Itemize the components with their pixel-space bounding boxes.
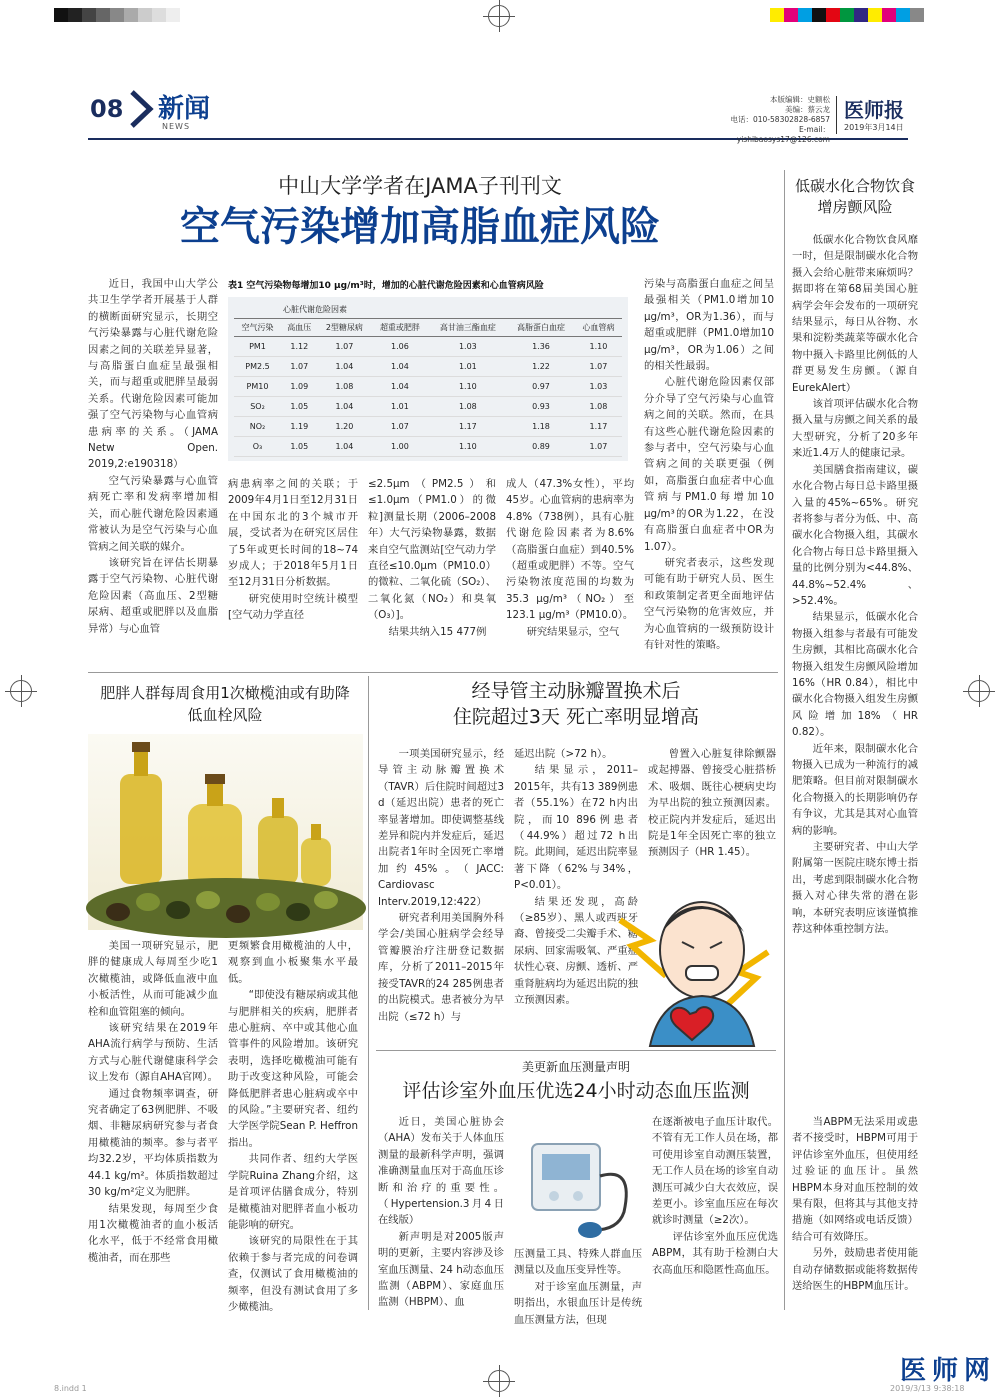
print-swatch [82, 8, 96, 22]
footer-logo: 医师网 [900, 1356, 997, 1386]
bp-column-1 [378, 1114, 504, 1312]
registration-mark [488, 5, 510, 27]
tavr-title [376, 678, 776, 730]
table-cell: PM2.5 [234, 357, 281, 377]
table-cell: 1.19 [281, 417, 318, 437]
paragraph: 新声明是对2005版声明的更新，主要内容涉及诊室血压测量、24 h动态血压监测（ABPM）、家庭血压监测（HBPM）、血 [378, 1230, 504, 1309]
print-swatch [166, 8, 180, 22]
paragraph: 主要研究者、中山大学附属第一医院庄晓东博士指出，考虑到限制碳水化合物摄入对心律失常的潜在影响，本研究表明应该谨慎推荐这种体重控制方法。 [792, 841, 918, 936]
olive-title: 肥胖人群每周食用1次橄榄油或有助降低血栓风险 [100, 684, 350, 724]
print-swatch [68, 8, 82, 22]
print-swatch [798, 8, 812, 22]
print-swatch [96, 8, 110, 22]
bp-title: 评估诊室外血压优选24小时动态血压监测 [402, 1080, 750, 1102]
table-cell: 1.03 [575, 377, 622, 397]
table-cell: 1.09 [281, 377, 318, 397]
paragraph: 压测量工具、特殊人群血压测量以及血压变异性等。 [514, 1248, 642, 1277]
print-swatch [110, 8, 124, 22]
masthead-logo: 医师报 [844, 98, 904, 122]
paragraph: 心脏代谢危险因素仅部分介导了空气污染与心血管病之间的关联。然而，在具有这些心脏代谢危险因素的参与者中，空气污染与心血管病之间的关联更强（例如，高脂蛋白血症者中心血管病与PM1.0每增加10 μg/m³的OR为1.22，在没有高脂蛋白血症者中OR为1.07）。 [644, 376, 774, 553]
paragraph: 该研究结果在2019年AHA流行病学与预防、生活方式与心脏代谢健康科学会议上发布（源自AHA官网）。 [88, 1022, 218, 1084]
paragraph: “即使没有糖尿病或其他与肥胖相关的疾病，肥胖者患心脏病、卒中或其他心血管事件的风险增加。该研究表明，选择吃橄榄油可能有助于改变这种风险，可能会降低肥胖者患心脏病或卒中的风险。”主要研究者、纽约大学医学院Sean P. Heffron指出。 [228, 989, 358, 1149]
table-cell: 0.97 [507, 377, 575, 397]
editor-info [712, 95, 830, 145]
lead-column-4 [506, 476, 634, 668]
print-swatch [868, 8, 882, 22]
print-swatch [138, 8, 152, 22]
bp-kicker: 美更新血压测量声明 [521, 1060, 630, 1074]
section-subtitle: NEWS [162, 122, 191, 131]
print-timestamp: 2019/3/13 9:38:18 [890, 1384, 965, 1393]
olive-oil-image [88, 734, 363, 930]
table-cell: 1.07 [371, 417, 428, 437]
print-swatch [896, 8, 910, 22]
file-name: 8.indd 1 [54, 1384, 87, 1393]
table-cell: 1.18 [507, 417, 575, 437]
table-cell: 1.04 [318, 437, 372, 457]
phone: 电话：010-58302828-6857 [730, 115, 830, 124]
chevron-right-icon [128, 90, 156, 128]
blood-pressure-monitor-icon [514, 1126, 642, 1242]
print-swatch [812, 8, 826, 22]
paragraph: 结果发现，每周至少食用1次橄榄油者的血小板活化水平，低于不经常食用橄榄油者，而在那些 [88, 1202, 218, 1264]
issue-date: 2019年3月14日 [844, 123, 904, 132]
table-cell: 1.04 [371, 377, 428, 397]
paragraph: 在逐渐被电子血压计取代。不管有无工作人员在场，都可使用诊室自动测压装置，无工作人员在场的诊室自动测压可减少白大衣效应，误差更小。诊室血压应在每次就诊时测量（≥2次）。 [652, 1116, 778, 1227]
section-divider [376, 1050, 776, 1051]
paragraph: 近日，我国中山大学公共卫生学学者开展基于人群的横断面研究显示，长期空气污染暴露与心脏代谢危险因素之间的关联差异显著，与高脂蛋白血症呈最强相关，而与超重或肥胖呈最弱关系。代谢危险因素可能加强了空气污染物与心血管病患病率的关系。（JAMA Netw Open. 2019,2:e190318） [88, 278, 218, 471]
paragraph: 病患病率之间的关联；于2009年4月1日至12月31日在中国东北的3个城市开展，受试者为在研究区居住了5年或更长时间的18~74岁成人；于2018年5月1日至12月31日分析数据。 [228, 478, 358, 589]
column-divider [784, 170, 785, 1310]
table-row [234, 377, 622, 397]
table-cell: 1.12 [281, 337, 318, 357]
table-cell: 0.93 [507, 397, 575, 417]
paragraph: 美国膳食指南建议，碳水化合物占每日总卡路里摄入量的45%~65%。研究者将参与者分为低、中、高碳水化合物摄入组，其碳水化合物占每日总卡路里摄入量的比例分别为<44.8%、44.8%~52.4%、>52.4%。 [792, 463, 918, 607]
paragraph: 更频繁食用橄榄油的人中，观察到血小板聚集水平最低。 [228, 940, 358, 985]
lead-title: 空气污染增加高脂血症风险 [180, 204, 660, 250]
paragraph: 结果共纳入15 477例 [388, 625, 487, 638]
paragraph: 延迟出院（>72 h）。 [514, 748, 613, 760]
table-cell: 1.04 [318, 397, 372, 417]
table-cell: 1.07 [575, 437, 622, 457]
table-cell: 1.05 [281, 397, 318, 417]
paragraph: 另外，鼓励患者使用能自动存储数据或能将数据传送给医生的HBPM血压计。 [792, 1247, 918, 1293]
table-cell: 1.20 [318, 417, 372, 437]
paragraph: 空气污染暴露与心血管病死亡率和发病率增加相关，而心脏代谢危险因素通常被认为是空气污染与心血管病之间关联的媒介。 [88, 474, 218, 553]
table-cell: 1.22 [507, 357, 575, 377]
print-swatch [854, 8, 868, 22]
lead-column-3 [368, 476, 496, 668]
table-cell: 1.10 [429, 437, 507, 457]
designer-name: 美编：蔡云龙 [785, 105, 830, 114]
table-cell: 1.04 [318, 357, 372, 377]
registration-mark [968, 680, 990, 702]
paragraph: ≤2.5μm（PM2.5）和≤1.0μm（PM1.0）的微粒]测量长期（2006–2008年）大气污染物暴露，数据来自空气监测站[空气动力学直径≤10.0μm（PM10.0）的微粒、二氧化硫（SO₂）、二氧化氮（NO₂）和臭氧（O₃）]。 [368, 478, 496, 622]
bp-column-4 [792, 1114, 918, 1312]
paragraph: 共同作者、纽约大学医学院Ruina Zhang介绍，这是首项评估膳食成分，特别是橄榄油对肥胖者血小板功能影响的研究。 [228, 1153, 358, 1231]
print-swatch [840, 8, 854, 22]
print-swatch [54, 8, 68, 22]
print-swatch [882, 8, 896, 22]
table-cell: 1.08 [575, 397, 622, 417]
data-table [234, 301, 622, 457]
paragraph: 近年来，限制碳水化合物摄入已成为一种流行的减肥策略。但目前对限制碳水化合物摄入的长期影响仍存有争议，尤其是其对心血管病的影响。 [792, 742, 918, 837]
registration-mark [10, 680, 32, 702]
olive-oil-bottles-illustration [88, 734, 363, 930]
table-row [234, 357, 622, 377]
tavr-column-3 [648, 746, 776, 880]
bp-monitor-illustration [514, 1126, 642, 1242]
bp-column-2 [514, 1246, 642, 1326]
table-header-row [234, 319, 622, 337]
table-cell: 0.89 [507, 437, 575, 457]
table-cell: 1.01 [429, 357, 507, 377]
section-divider [88, 672, 778, 673]
divider [836, 96, 837, 134]
print-swatch [770, 8, 784, 22]
table-cell: 1.10 [575, 337, 622, 357]
registration-mark [488, 1370, 510, 1392]
table-cell: 1.04 [371, 357, 428, 377]
print-swatch [124, 8, 138, 22]
paragraph: 研究者表示，这些发现可能有助于研究人员、医生和政策制定者更全面地评估空气污染物的危害效应，并为心血管病的一级预防设计有针对性的策略。 [644, 556, 774, 651]
table-cell: 1.08 [318, 377, 372, 397]
table-row [234, 437, 622, 457]
table-header: 2型糖尿病 [318, 319, 372, 337]
table-row [234, 397, 622, 417]
table-cell: 1.07 [281, 357, 318, 377]
paragraph: 研究使用时空统计模型[空气动力学直径 [228, 592, 358, 622]
table-cell: 1.07 [575, 357, 622, 377]
paragraph: 该研究旨在评估长期暴露于空气污染物、心脏代谢危险因素（高血压、2型糖尿病、超重或肥胖以及血脂异常）与心血管 [88, 556, 218, 635]
table-cell: 1.07 [318, 337, 372, 357]
table-cell: 1.06 [371, 337, 428, 357]
paragraph: 结果显示，2011–2015年，共有13 389例患者（55.1%）在72 h内出院，而10 896例患者（44.9%）超过72 h出院。此期间，延迟出院率显著下降（62%与34%，P<0.01）。 [514, 764, 639, 892]
table-header: 高血压 [281, 319, 318, 337]
table-cell: 1.10 [429, 377, 507, 397]
page-number: 08 [90, 95, 124, 123]
paragraph: 近日，美国心脏协会（AHA）发布关于人体血压测量的最新科学声明，强调准确测量血压对于高血压诊断和治疗的重要性。（Hypertension.3月4日在线版） [378, 1116, 504, 1227]
paragraph: 评估诊室外血压应优选ABPM，其有助于检测白大衣高血压和隐匿性高血压。 [652, 1230, 778, 1276]
olive-column-2 [228, 938, 358, 1313]
table-cell: 1.36 [507, 337, 575, 357]
table-cell: 1.03 [429, 337, 507, 357]
print-swatch [910, 8, 924, 22]
table-cell: 1.17 [429, 417, 507, 437]
table-header: 高甘油三酯血症 [429, 319, 507, 337]
table-cell: 1.17 [575, 417, 622, 437]
print-swatch [826, 8, 840, 22]
editor-name: 本版编辑：史额松 [770, 95, 830, 104]
paragraph: 该首项评估碳水化合物摄入量与房颤之间关系的最大型研究，分析了20多年来近1.4万人的健康记录。 [792, 398, 918, 460]
section-title: 新闻 [158, 94, 211, 124]
chest-pain-illustration [610, 880, 778, 1046]
paragraph: 结果显示，低碳水化合物摄入组参与者最有可能发生房颤，其相比高碳水化合物摄入组发生房颤风险增加16%（HR 0.84），相比中碳水化合物摄入组发生房颤风险增加18%（HR 0.82）。 [792, 611, 918, 739]
paragraph: 美国一项研究显示，肥胖的健康成人每周至少吃1次橄榄油，或降低血液中血小板活性，从而可能减少血栓和血管阻塞的倾向。 [88, 940, 218, 1018]
olive-column-1 [88, 938, 218, 1310]
lead-kicker: 中山大学学者在JAMA子刊刊文 [278, 174, 562, 198]
paragraph: 污染与高脂蛋白血症之间呈最强相关（PM1.0增加10 μg/m³，OR为1.36），而与超重或肥胖（PM1.0增加10 μg/m³，OR为1.06）之间的相关性最弱。 [644, 278, 774, 373]
lead-column-5 [644, 276, 774, 668]
table-group-header: 心脏代谢危险因素 [281, 301, 622, 319]
paragraph: 曾置入心脏复律除颤器或起搏器、曾接受心脏搭桥术、吸烟、既往心梗病史均为早出院的独立预测因素。校正院内并发症后，延迟出院是1年全因死亡率的独立预测因子（HR 1.45）。 [648, 748, 776, 859]
bp-column-3 [652, 1114, 778, 1312]
tavr-column-1 [378, 746, 504, 1042]
table-cell: 1.08 [429, 397, 507, 417]
paragraph: 该研究的局限性在于其依赖于参与者完成的问卷调查，仅测试了食用橄榄油的频率，但没有测试食用了多少橄榄油。 [228, 1235, 358, 1313]
paragraph: 一项美国研究显示，经导管主动脉瓣置换术（TAVR）后住院时间超过3 d（延迟出院）患者的死亡率显著增加。即使调整基线差异和院内并发症后，延迟出院者1年时全因死亡率增加约45%。（JACC: Cardiovasc Interv.2019,12:422） [378, 748, 504, 908]
table-cell: SO₂ [234, 397, 281, 417]
table-cell: PM1 [234, 337, 281, 357]
table-header: 超重或肥胖 [371, 319, 428, 337]
data-table-wrapper [228, 278, 628, 461]
paragraph: 结果还发现，高龄（≥85岁）、黑人或西班牙裔、曾接受二尖瓣手术、糖尿病、回家需吸氧、严重症状性心衰、房颤、透析、严重肾脏病均为延迟出院的独立预测因素。 [514, 895, 638, 1007]
print-swatch [152, 8, 166, 22]
tavr-title-line-1: 经导管主动脉瓣置换术后 [471, 680, 681, 702]
paragraph: 研究结果显示，空气 [526, 625, 620, 638]
paragraph: 成人（47.3%女性），平均45岁。心血管病的患病率为4.8%（738例），具有心脏代谢危险因素者为8.6%（高脂蛋白血症）到40.5%（超重或肥胖）不等。空气污染物浓度范围的均数为35.3 μg/m³（NO₂）至123.1 μg/m³（PM10.0）。 [506, 478, 634, 622]
table-cell: O₃ [234, 437, 281, 457]
table-cell: 1.00 [371, 437, 428, 457]
paragraph: 对于诊室血压测量，声明指出，水银血压计是传统血压测量方法，但现 [514, 1280, 642, 1326]
table-header: 空气污染 [234, 319, 281, 337]
print-swatch [784, 8, 798, 22]
tavr-title-line-2: 住院超过3天 死亡率明显增高 [452, 706, 700, 728]
table-cell: 1.05 [281, 437, 318, 457]
email: E-mail：yishibaosys17@126.com [736, 125, 830, 144]
table-row [234, 337, 622, 357]
table-header: 心血管病 [575, 319, 622, 337]
chest-pain-icon [610, 880, 778, 1046]
table-caption: 表1 空气污染物每增加10 μg/m³时，增加的心脏代谢危险因素和心血管病风险 [228, 281, 544, 291]
paragraph: 低碳水化合物饮食风靡一时，但是限制碳水化合物摄入会给心脏带来麻烦吗？据即将在第68届美国心脏病学会年会发布的一项研究结果显示，每日从谷物、水果和淀粉类蔬菜等碳水化合物中摄入卡路里比例低的人群更易发生房颤。（源自EurekAlert） [792, 234, 918, 394]
lead-column-1 [88, 276, 218, 668]
paragraph: 研究者利用美国胸外科学会/美国心脏病学会经导管瓣膜治疗注册登记数据库，分析了2011–2015年接受TAVR的24 285例患者的出院模式。患者被分为早出院（≤72 h）与 [378, 912, 504, 1023]
lead-column-2 [228, 476, 358, 668]
paragraph: 当ABPM无法采用或患者不接受时，HBPM可用于评估诊室外血压，但使用经过验证的血压计。虽然HBPM本身对血压控制的效果有限，但将其与其他支持措施（如网络或电话反馈）结合可有效降压。 [792, 1116, 918, 1243]
column-divider [368, 676, 369, 1310]
table-cell: PM10 [234, 377, 281, 397]
table-cell: NO₂ [234, 417, 281, 437]
paragraph: 通过食物频率调查，研究者确定了63例肥胖、不吸烟、非糖尿病研究参与者食用橄榄油的频率。参与者平均32.2岁，平均体质指数为44.1 kg/m²。体质指数超过30 kg/m²定义为肥胖。 [88, 1087, 218, 1199]
table-header: 高脂蛋白血症 [507, 319, 575, 337]
sidebar-title: 低碳水化合物饮食增房颤风险 [794, 177, 915, 216]
table-cell: 1.01 [371, 397, 428, 417]
table-row [234, 417, 622, 437]
